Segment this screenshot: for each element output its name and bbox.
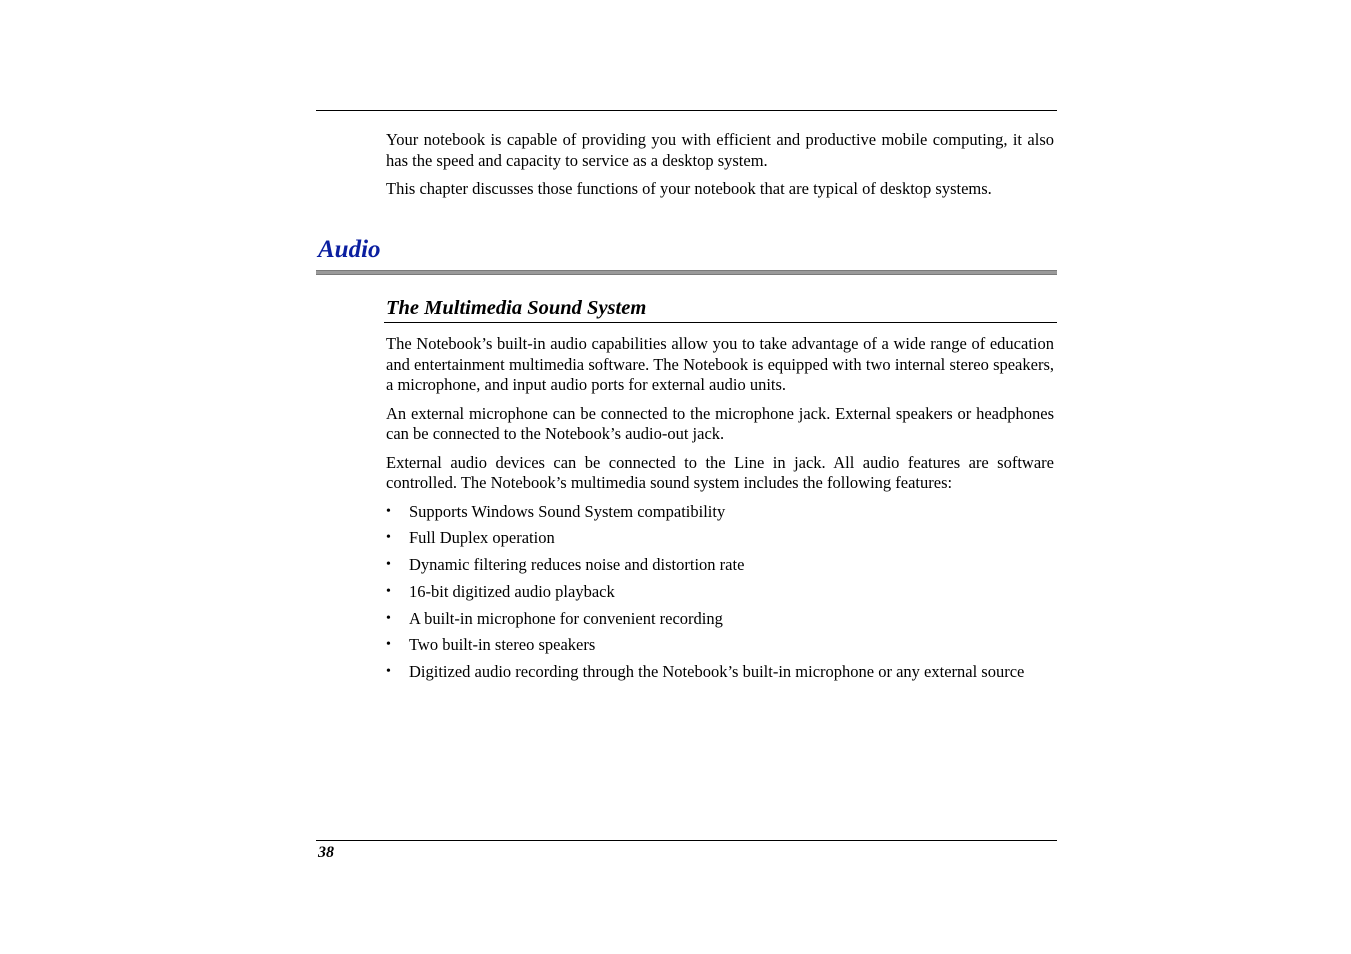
feature-text: Full Duplex operation <box>409 528 555 548</box>
bullet-icon: • <box>386 503 391 519</box>
intro-paragraph: This chapter discusses those functions of your notebook that are typical of desktop systems. <box>386 179 992 198</box>
subsection-title: The Multimedia Sound System <box>386 297 647 319</box>
feature-text: Two built-in stereo speakers <box>409 635 596 655</box>
feature-item <box>386 635 1049 656</box>
feature-item <box>386 555 1049 576</box>
bullet-icon: • <box>386 637 391 653</box>
intro-block <box>386 130 1054 208</box>
subsection-title-rule <box>384 322 1057 323</box>
header-rule <box>316 110 1057 111</box>
feature-text: Digitized audio recording through the Notebook’s built-in microphone or any external source <box>409 662 1025 682</box>
feature-item <box>386 582 1049 603</box>
body-paragraph: The Notebook’s built-in audio capabilities allow you to take advantage of a wide range of education and entertainment multimedia software. The Notebook is equipped with two internal stereo speakers, a microphone, and input audio ports for external audio units. <box>386 334 1054 394</box>
page-number: 38 <box>318 844 334 861</box>
bullet-icon: • <box>386 583 391 599</box>
feature-text: 16-bit digitized audio playback <box>409 581 615 601</box>
feature-item <box>386 502 1049 523</box>
body-paragraph: An external microphone can be connected to the microphone jack. External speakers or headphones can be connected to the Notebook’s audio-out jack. <box>386 403 1054 443</box>
bullet-icon: • <box>386 610 391 626</box>
feature-text: A built-in microphone for convenient recording <box>409 608 723 628</box>
bullet-icon: • <box>386 530 391 546</box>
bullet-icon: • <box>386 664 391 680</box>
section-title-rule <box>316 270 1057 275</box>
feature-item <box>386 662 1049 683</box>
feature-list <box>386 502 1054 683</box>
subsection-body <box>386 334 1054 689</box>
feature-text: Dynamic filtering reduces noise and distortion rate <box>409 555 745 575</box>
intro-paragraph: Your notebook is capable of providing you with efficient and productive mobile computing, it also has the speed and capacity to service as a desktop system. <box>386 130 1054 170</box>
feature-text: Supports Windows Sound System compatibility <box>409 501 726 521</box>
bullet-icon: • <box>386 557 391 573</box>
feature-item <box>386 528 1049 549</box>
section-title: Audio <box>318 236 381 263</box>
feature-item <box>386 609 1049 630</box>
body-paragraph: External audio devices can be connected to the Line in jack. All audio features are software controlled. The Notebook’s multimedia sound system includes the following features: <box>386 452 1054 492</box>
footer-rule <box>316 840 1057 841</box>
